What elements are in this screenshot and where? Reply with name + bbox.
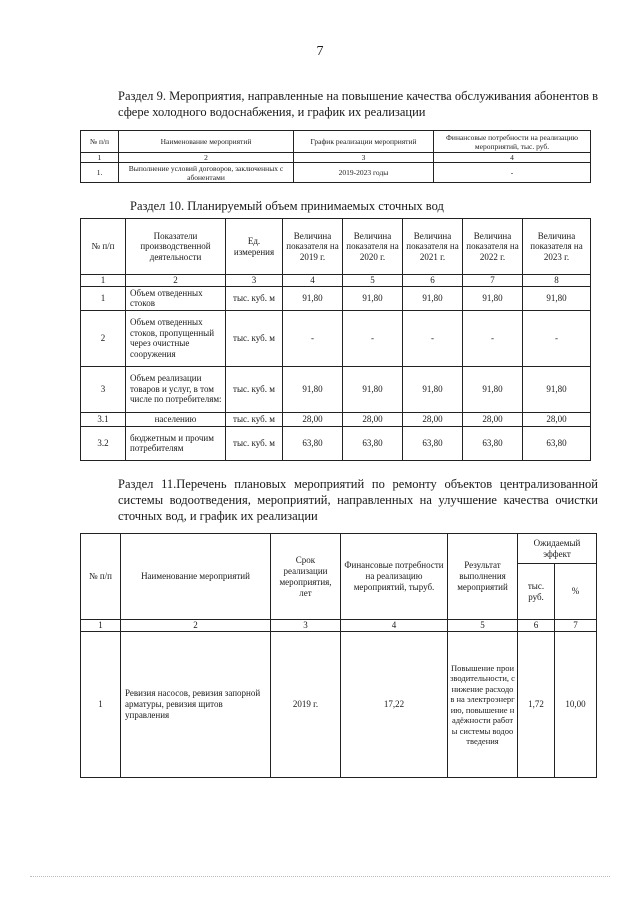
header-cell: Показатели производственной деятельности [126,219,226,275]
header-cell: № п/п [81,534,121,620]
value-cell: 63,80 [403,426,463,460]
column-number-row [81,275,591,287]
value-cell: 28,00 [403,412,463,426]
value-cell: - [523,310,591,366]
column-number: 3 [271,620,341,632]
value-cell: 63,80 [343,426,403,460]
header-cell: Срок реализации мероприятия, лет [271,534,341,620]
table-header-row [81,219,591,275]
value-cell: 63,80 [463,426,523,460]
column-number: 1 [81,153,119,163]
value-cell: 91,80 [523,366,591,412]
footer-divider [30,876,610,877]
column-number: 4 [341,620,448,632]
header-cell: Ед. измерения [226,219,283,275]
measure-name: Ревизия насосов, ревизия запорной арматуры, ревизия щитов управления [121,632,271,778]
indicator-name: бюджетным и прочим потребителям [126,426,226,460]
table-row [81,412,591,426]
header-cell: График реализации мероприятий [294,131,434,153]
value-cell: 91,80 [463,366,523,412]
indicator-name: Объем отведенных стоков, пропущенный через очистные сооружения [126,310,226,366]
value-cell: 91,80 [343,366,403,412]
section-11-heading: Раздел 11.Перечень плановых мероприятий по ремонту объектов централизованной системы водоотведения, мероприятий, направленных на улучшение качества очистки сточных вод, и график их реализации [118,477,598,523]
effect-rub-cell: 1,72 [518,632,555,778]
column-number: 6 [518,620,555,632]
value-cell: - [343,310,403,366]
result-cell: Повышение производительности, снижение расходов на электроэнергию, повышение надёжности работы системы водоотведения [448,632,518,778]
section-9-table [80,130,591,183]
row-number: 1 [81,286,126,310]
table-row [81,286,591,310]
row-number: 3.1 [81,412,126,426]
column-number: 7 [463,275,523,287]
header-cell: Величина показателя на 2019 г. [283,219,343,275]
table-row [81,632,597,778]
value-cell: 91,80 [463,286,523,310]
indicator-name: Объем реализации товаров и услуг, в том числе по потребителям: [126,366,226,412]
value-cell: 63,80 [283,426,343,460]
header-cell: № п/п [81,131,119,153]
row-number: 1. [81,163,119,183]
schedule-cell: 2019-2023 годы [294,163,434,183]
table-row [81,310,591,366]
column-number: 7 [555,620,597,632]
header-cell: Величина показателя на 2020 г. [343,219,403,275]
unit-cell: тыс. куб. м [226,286,283,310]
section-9-heading: Раздел 9. Мероприятия, направленные на повышение качества обслуживания абонентов в сфере холодного водоснабжения, и график их реализации [118,89,598,119]
header-cell: Наименование мероприятий [121,534,271,620]
value-cell: 91,80 [283,286,343,310]
header-cell: Величина показателя на 2022 г. [463,219,523,275]
page-number: 7 [316,44,324,59]
value-cell: - [283,310,343,366]
value-cell: 91,80 [523,286,591,310]
table-row [81,426,591,460]
unit-cell: тыс. куб. м [226,366,283,412]
column-number: 4 [283,275,343,287]
unit-cell: тыс. куб. м [226,310,283,366]
term-cell: 2019 г. [271,632,341,778]
column-number: 2 [126,275,226,287]
table-header-row [81,131,591,153]
column-number: 3 [226,275,283,287]
value-cell: 28,00 [463,412,523,426]
table-row [81,366,591,412]
indicator-name: населению [126,412,226,426]
row-number: 3.2 [81,426,126,460]
finance-cell: 17,22 [341,632,448,778]
header-cell: № п/п [81,219,126,275]
value-cell: 91,80 [403,366,463,412]
column-number: 1 [81,620,121,632]
unit-cell: тыс. куб. м [226,426,283,460]
column-number: 2 [119,153,294,163]
column-number: 8 [523,275,591,287]
column-number-row [81,153,591,163]
header-cell: Величина показателя на 2023 г. [523,219,591,275]
value-cell: 91,80 [283,366,343,412]
section-11-table [80,533,597,778]
section-10-heading: Раздел 10. Планируемый объем принимаемых сточных вод [130,199,444,213]
column-number-row [81,620,597,632]
value-cell: - [463,310,523,366]
value-cell: 63,80 [523,426,591,460]
header-cell: Финансовые потребности на реализацию мероприятий, тыс. руб. [434,131,591,153]
header-cell: тыс. руб. [518,564,555,620]
row-number: 1 [81,632,121,778]
table-row [81,163,591,183]
unit-cell: тыс. куб. м [226,412,283,426]
indicator-name: Объем отведенных стоков [126,286,226,310]
column-number: 5 [448,620,518,632]
row-number: 2 [81,310,126,366]
value-cell: 91,80 [403,286,463,310]
finance-cell: - [434,163,591,183]
header-cell: Финансовые потребности на реализацию мероприятий, тыруб. [341,534,448,620]
value-cell: 28,00 [283,412,343,426]
header-cell: Величина показателя на 2021 г. [403,219,463,275]
column-number: 6 [403,275,463,287]
column-number: 2 [121,620,271,632]
column-number: 1 [81,275,126,287]
table-header-row [81,534,597,564]
column-number: 3 [294,153,434,163]
value-cell: - [403,310,463,366]
header-cell: Наименование мероприятий [119,131,294,153]
section-10-table [80,218,591,461]
header-cell: Результат выполнения мероприятий [448,534,518,620]
value-cell: 28,00 [523,412,591,426]
measure-name: Выполнение условий договоров, заключенных с абонентами [119,163,294,183]
header-cell: % [555,564,597,620]
column-number: 4 [434,153,591,163]
column-number: 5 [343,275,403,287]
value-cell: 91,80 [343,286,403,310]
effect-pct-cell: 10,00 [555,632,597,778]
row-number: 3 [81,366,126,412]
value-cell: 28,00 [343,412,403,426]
header-cell: Ожидаемый эффект [518,534,597,564]
